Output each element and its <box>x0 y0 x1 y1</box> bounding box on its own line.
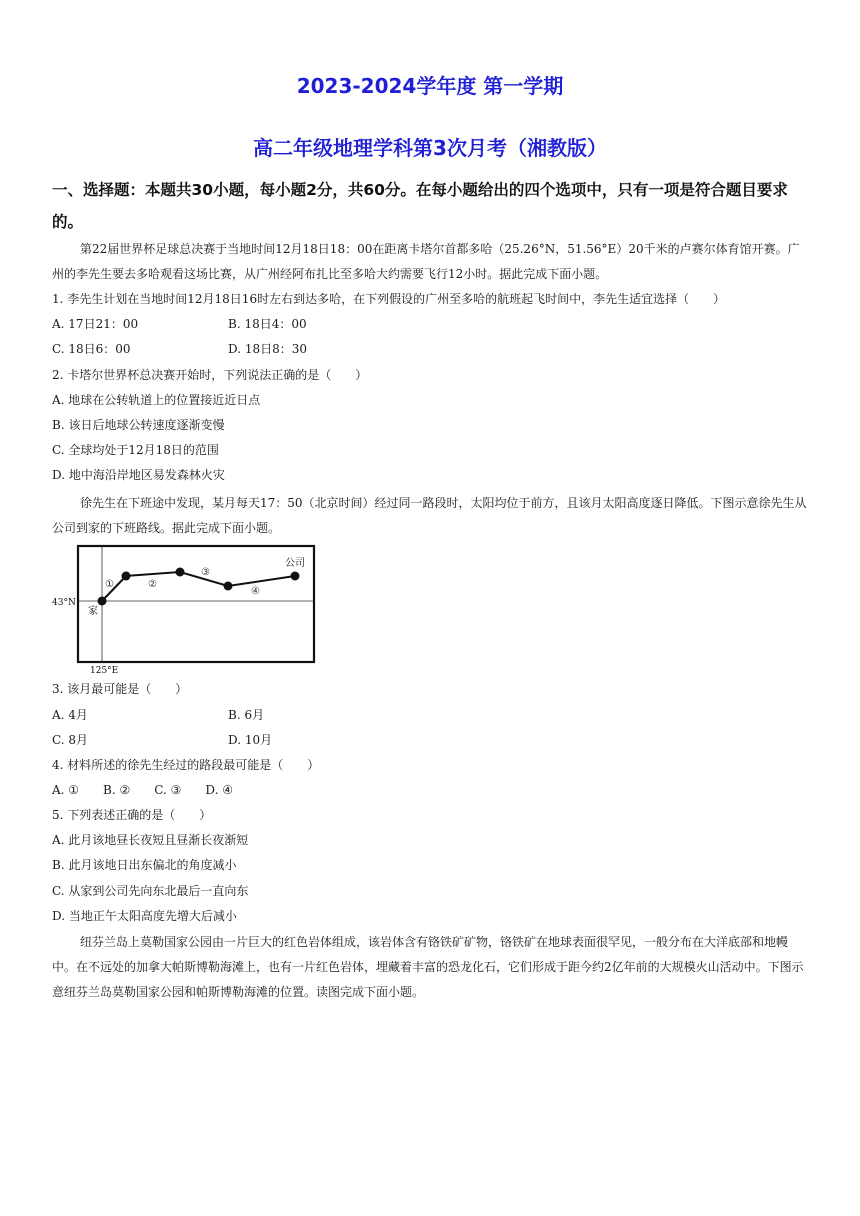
segment-2-label: ② <box>148 579 157 590</box>
route-point <box>224 582 233 591</box>
home-label: 家 <box>88 606 98 617</box>
question-2-stem: 2. 卡塔尔世界杯总决赛开始时，下列说法正确的是（ ） <box>52 368 368 382</box>
company-point <box>291 572 300 581</box>
longitude-label: 125°E <box>90 666 119 676</box>
passage-commute: 徐先生在下班途中发现，某月每天17：50（北京时间）经过同一路段时，太阳均位于前方，且该月太阳高度逐日降低。下图示意徐先生从公司到家的下班路线。据此完成下面小题。 <box>52 496 807 535</box>
map-frame <box>78 546 314 662</box>
section-heading: 一、选择题：本题共30小题，每小题2分，共60分。在每小题给出的四个选项中，只有一项是符合题目要求的。 <box>52 181 788 231</box>
question-3-stem: 3. 该月最可能是（ ） <box>52 682 188 696</box>
question-3-option-d: D. 10月 <box>228 733 273 747</box>
company-label: 公司 <box>285 558 305 569</box>
commute-route-map <box>50 542 320 676</box>
route-line <box>102 572 295 601</box>
question-1-option-b: B. 18日4：00 <box>228 317 307 331</box>
question-5-option-a: A. 此月该地昼长夜短且昼渐长夜渐短 <box>52 833 249 847</box>
question-4-options: A. ① B. ② C. ③ D. ④ <box>52 783 233 797</box>
question-2-option-a: A. 地球在公转轨道上的位置接近近日点 <box>52 393 261 407</box>
question-4-stem: 4. 材料所述的徐先生经过的路段最可能是（ ） <box>52 758 320 772</box>
passage-newfoundland: 纽芬兰岛上莫勒国家公园由一片巨大的红色岩体组成，该岩体含有铬铁矿矿物，铬铁矿在地球表面很罕见，一般分布在大洋底部和地幔中。在不远处的加拿大帕斯博勒海滩上，也有一片红色岩体，埋藏着丰富的恐龙化石，它们形成于距今约2亿年前的大规模火山活动中。下图示意纽芬兰岛莫勒国家公园和帕斯博勒海滩的位置。读图完成下面小题。 <box>52 935 804 999</box>
question-2-option-d: D. 地中海沿岸地区易发森林火灾 <box>52 468 225 482</box>
question-2-option-b: B. 该日后地球公转速度逐渐变慢 <box>52 418 225 432</box>
segment-4-label: ④ <box>251 586 260 597</box>
segment-3-label: ③ <box>201 567 210 578</box>
question-1-option-c: C. 18日6：00 <box>52 342 131 356</box>
question-1-option-a: A. 17日21：00 <box>52 317 139 331</box>
question-1-stem: 1. 李先生计划在当地时间12月18日16时左右到达多哈，在下列假设的广州至多哈的航班起飞时间中，李先生适宜选择（ ） <box>52 292 726 306</box>
exam-title-subject: 高二年级地理学科第3次月考（湘教版） <box>253 136 607 160</box>
question-5-option-d: D. 当地正午太阳高度先增大后减小 <box>52 909 237 923</box>
exam-title-term: 2023-2024学年度 第一学期 <box>296 74 564 98</box>
question-5-option-b: B. 此月该地日出东偏北的角度减小 <box>52 858 237 872</box>
latitude-label: 43°N <box>52 598 76 608</box>
route-point <box>122 572 131 581</box>
route-point <box>176 568 185 577</box>
question-3-option-a: A. 4月 <box>52 708 88 722</box>
question-3-option-b: B. 6月 <box>228 708 265 722</box>
question-1-option-d: D. 18日8：30 <box>228 342 307 356</box>
question-2-option-c: C. 全球均处于12月18日的范围 <box>52 443 219 457</box>
route-map-svg <box>50 542 320 676</box>
home-point <box>98 597 107 606</box>
segment-1-label: ① <box>105 579 114 590</box>
passage-worldcup: 第22届世界杯足球总决赛于当地时间12月18日18：00在距离卡塔尔首都多哈（25.26°N，51.56°E）20千米的卢赛尔体育馆开赛。广州的李先生要去多哈观看这场比赛，从广州经阿布扎比至多哈大约需要飞行12小时。据此完成下面小题。 <box>52 242 800 281</box>
question-5-stem: 5. 下列表述正确的是（ ） <box>52 808 212 822</box>
question-3-option-c: C. 8月 <box>52 733 89 747</box>
question-5-option-c: C. 从家到公司先向东北最后一直向东 <box>52 884 249 898</box>
